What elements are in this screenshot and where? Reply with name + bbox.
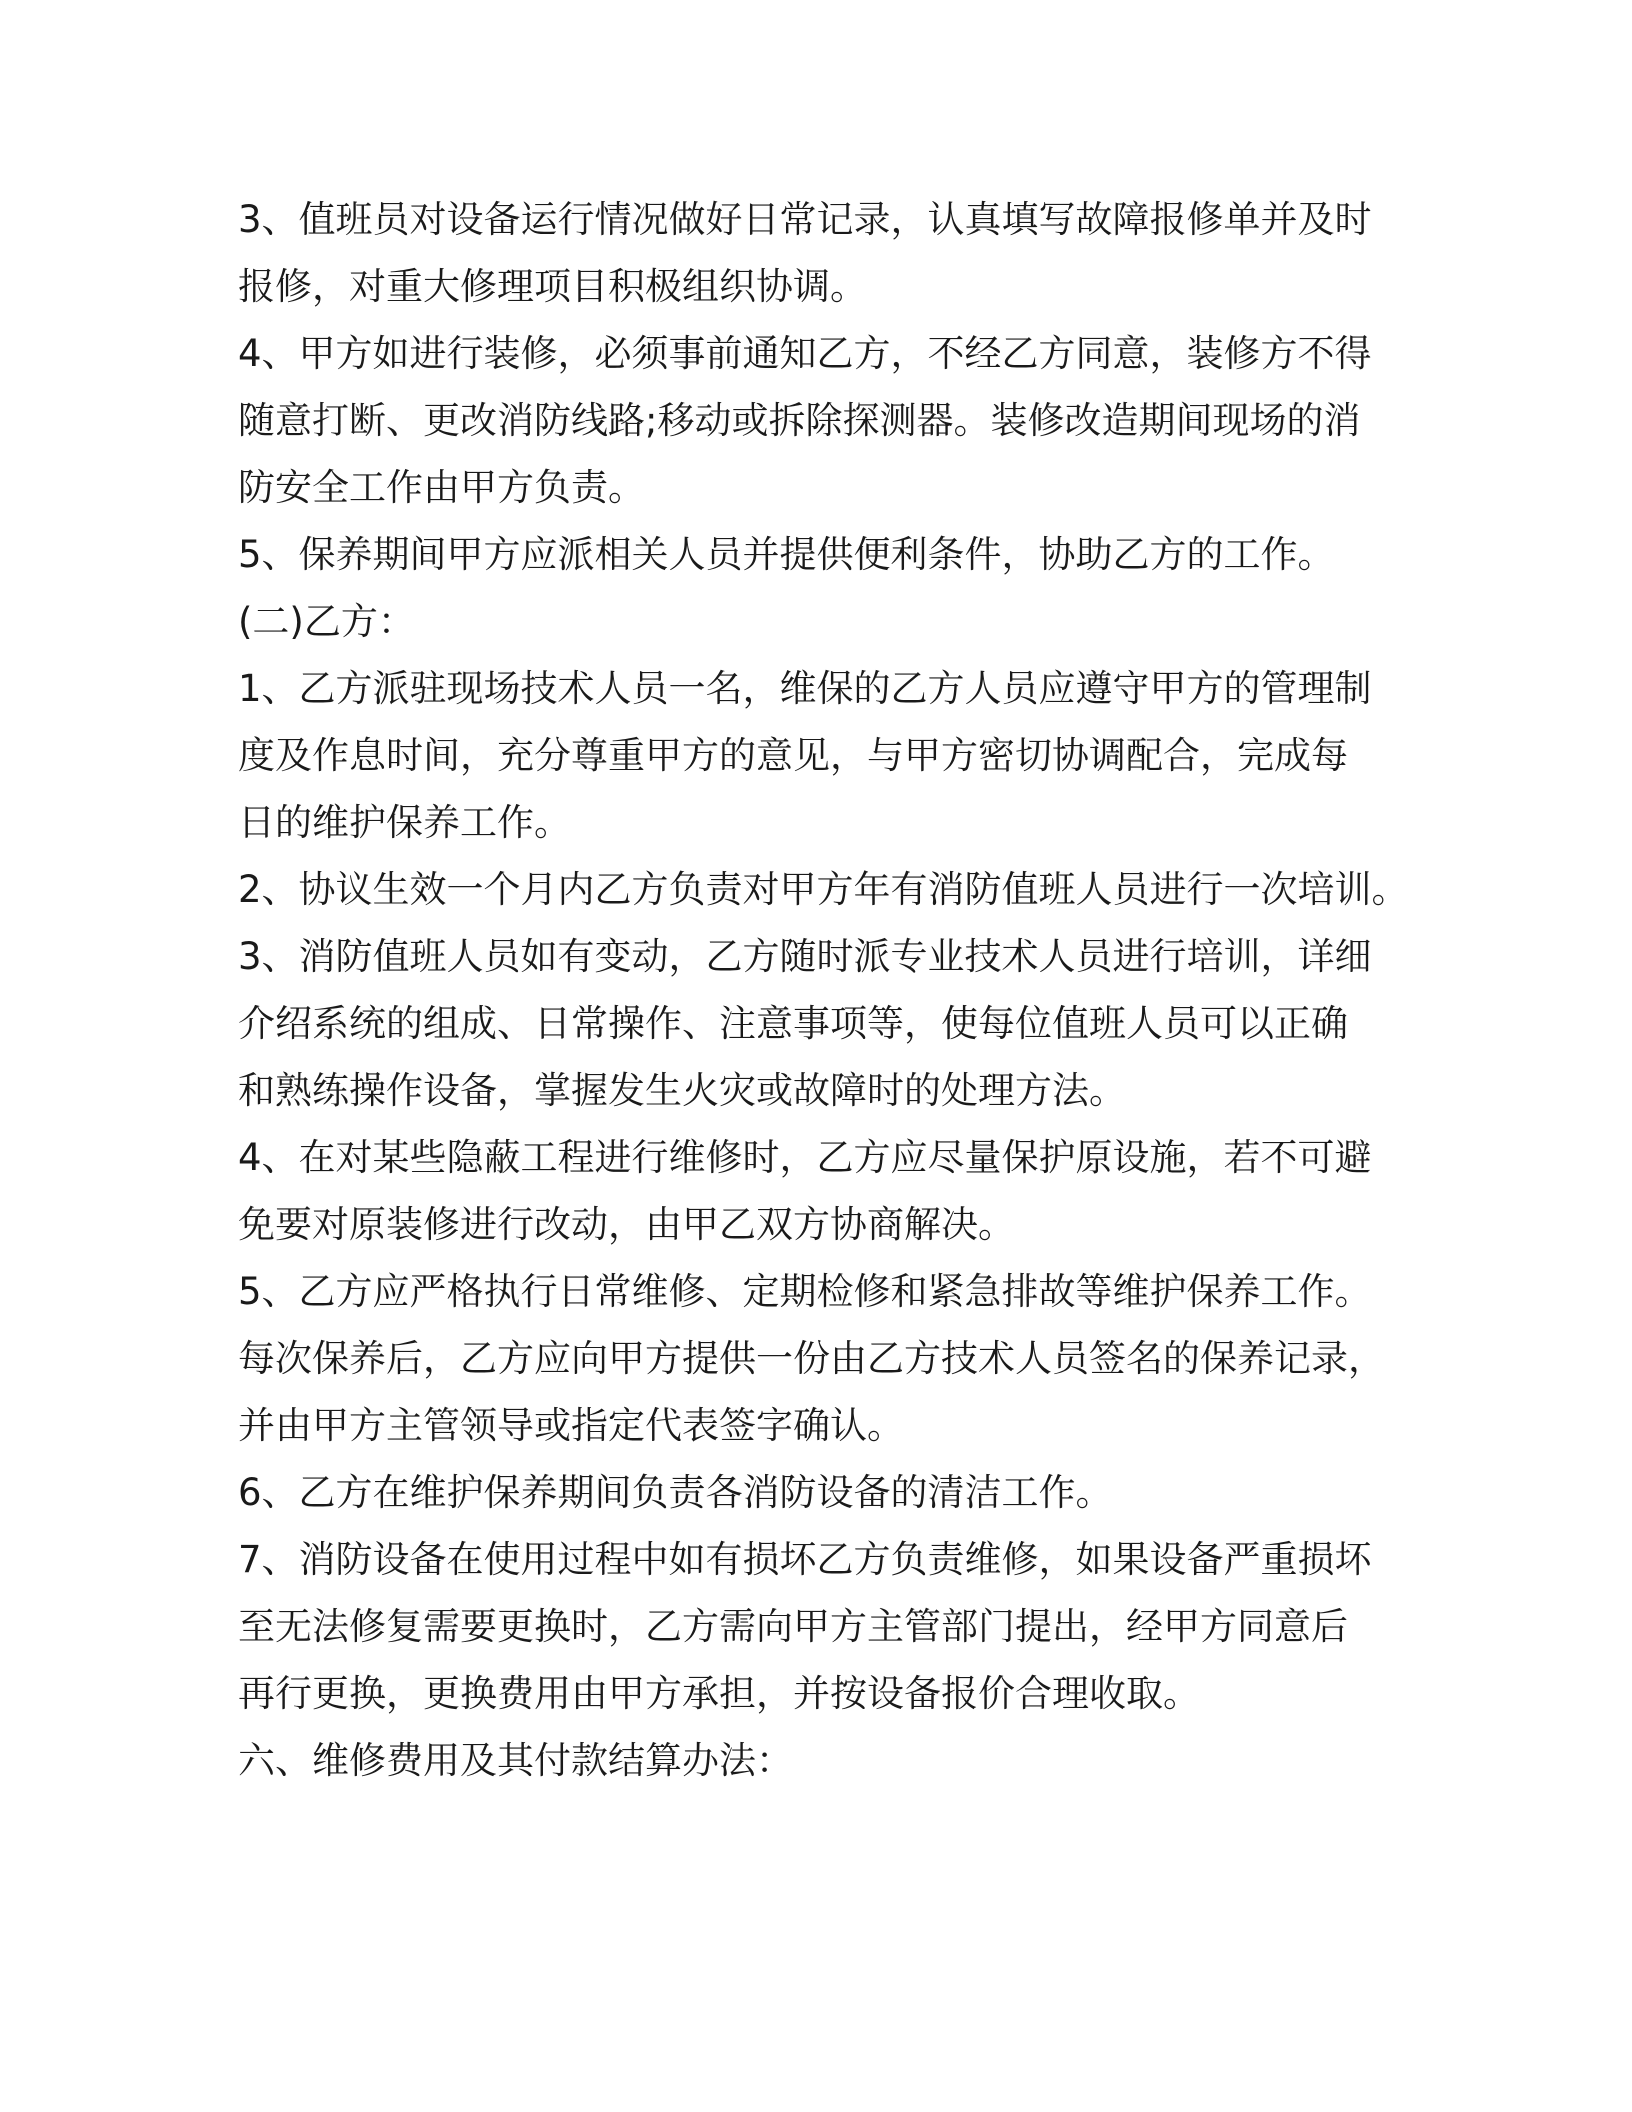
section-heading: (二)乙方： [238, 600, 415, 643]
text-line: 随意打断、更改消防线路;移动或拆除探测器。装修改造期间现场的消 [238, 399, 1361, 442]
section-heading: 六、维修费用及其付款结算办法： [238, 1739, 793, 1782]
document-body [238, 186, 1409, 1794]
text-line: 防安全工作由甲方负责。 [238, 466, 645, 509]
text-line: 5、乙方应严格执行日常维修、定期检修和紧急排故等维护保养工作。 [238, 1270, 1372, 1313]
text-line: 度及作息时间，充分尊重甲方的意见，与甲方密切协调配合，完成每 [238, 734, 1348, 777]
text-line: 3、值班员对设备运行情况做好日常记录，认真填写故障报修单并及时 [238, 198, 1372, 241]
text-line: 免要对原装修进行改动，由甲乙双方协商解决。 [238, 1203, 1015, 1246]
text-line: 4、在对某些隐蔽工程进行维修时，乙方应尽量保护原设施，若不可避 [238, 1136, 1372, 1179]
text-line: 2、协议生效一个月内乙方负责对甲方年有消防值班人员进行一次培训。 [238, 868, 1409, 911]
text-line: 4、甲方如进行装修，必须事前通知乙方，不经乙方同意，装修方不得 [238, 332, 1372, 375]
text-line: 每次保养后，乙方应向甲方提供一份由乙方技术人员签名的保养记录， [238, 1337, 1385, 1380]
text-line: 再行更换，更换费用由甲方承担，并按设备报价合理收取。 [238, 1672, 1200, 1715]
text-line: 6、乙方在维护保养期间负责各消防设备的清洁工作。 [238, 1471, 1113, 1514]
text-line: 7、消防设备在使用过程中如有损坏乙方负责维修，如果设备严重损坏 [238, 1538, 1372, 1581]
text-line: 报修，对重大修理项目积极组织协调。 [238, 265, 867, 308]
text-line: 日的维护保养工作。 [238, 801, 571, 844]
text-line: 并由甲方主管领导或指定代表签字确认。 [238, 1404, 904, 1447]
text-line: 1、乙方派驻现场技术人员一名，维保的乙方人员应遵守甲方的管理制 [238, 667, 1372, 710]
text-line: 5、保养期间甲方应派相关人员并提供便利条件，协助乙方的工作。 [238, 533, 1335, 576]
text-line: 至无法修复需要更换时，乙方需向甲方主管部门提出，经甲方同意后 [238, 1605, 1348, 1648]
text-line: 和熟练操作设备，掌握发生火灾或故障时的处理方法。 [238, 1069, 1126, 1112]
text-line: 介绍系统的组成、日常操作、注意事项等，使每位值班人员可以正确 [238, 1002, 1348, 1045]
text-line: 3、消防值班人员如有变动，乙方随时派专业技术人员进行培训，详细 [238, 935, 1372, 978]
